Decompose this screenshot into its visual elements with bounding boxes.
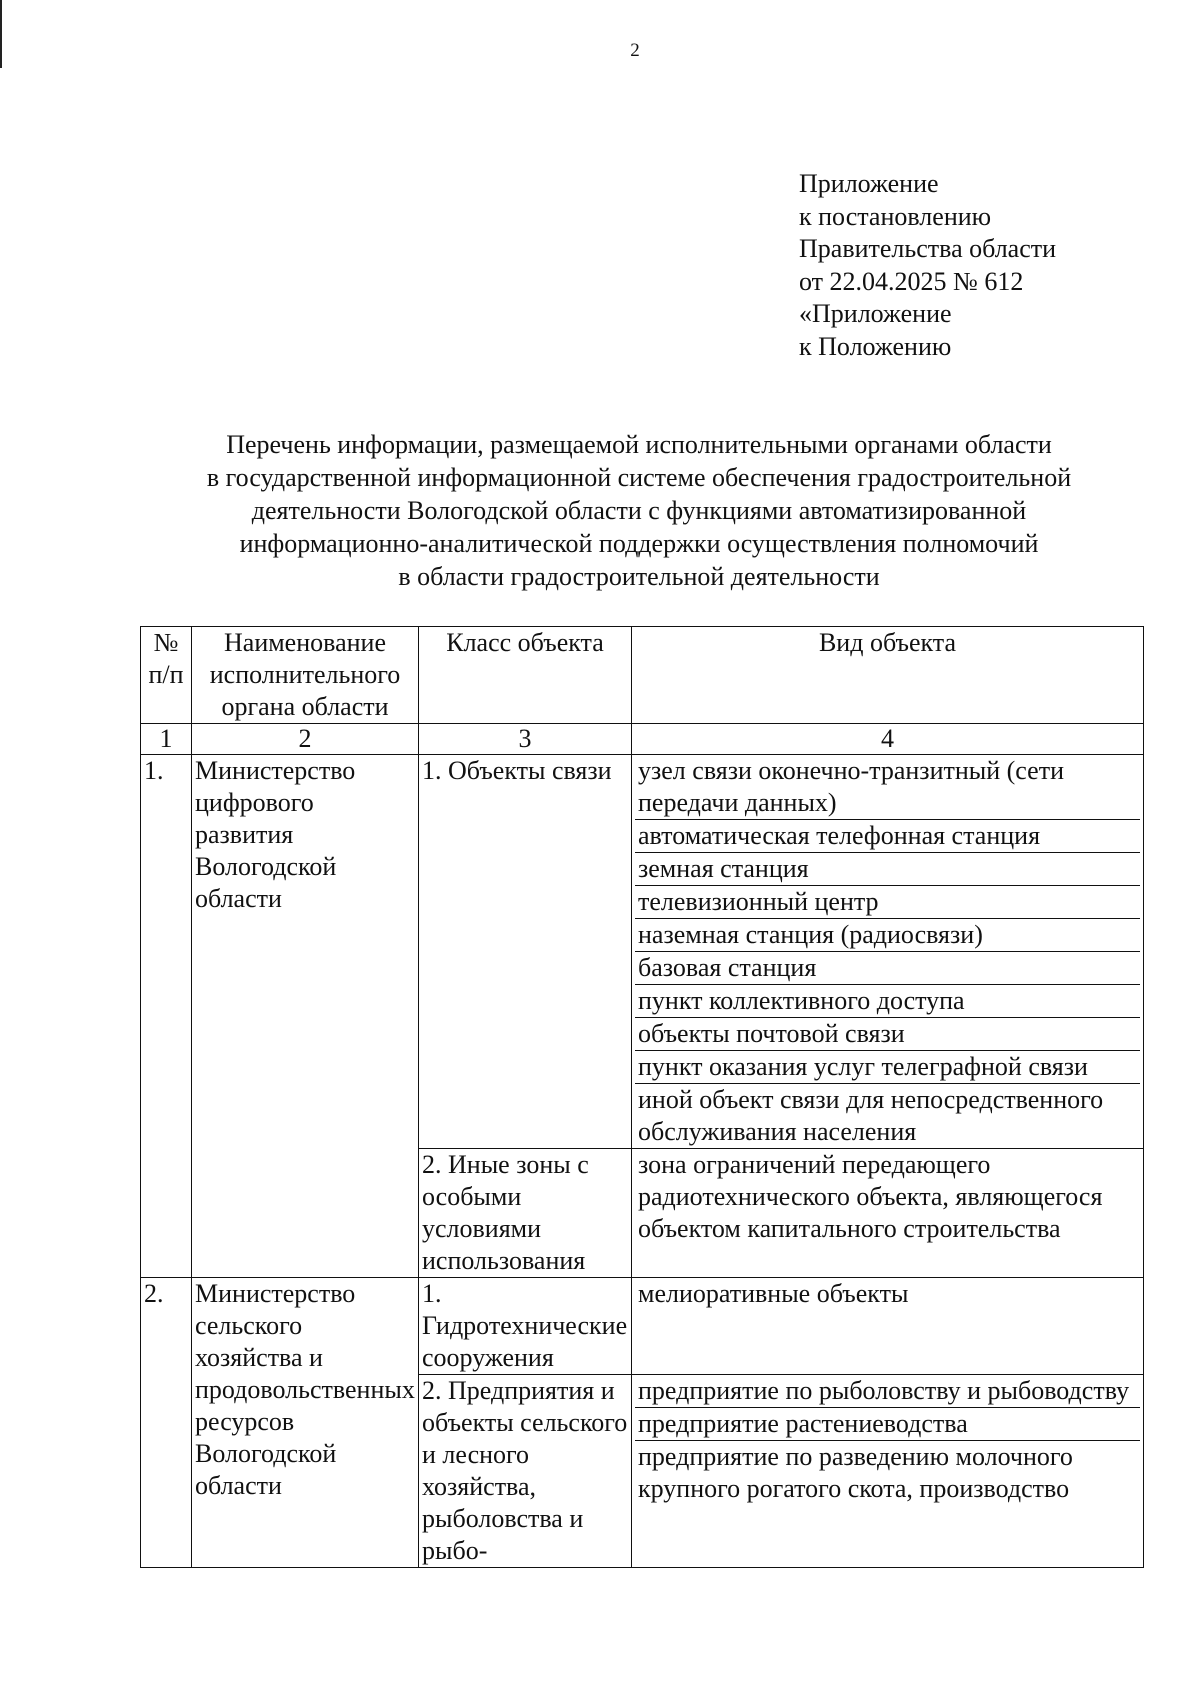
page-number: 2 <box>630 40 640 61</box>
title-line: информационно-аналитической поддержки осуществления полномочий <box>239 529 1039 558</box>
title-line: деятельности Вологодской области с функциями автоматизированной <box>251 496 1027 525</box>
appendix-line: «Приложение <box>799 299 952 328</box>
appendix-line: от 22.04.2025 № 612 <box>799 266 1024 296</box>
document-title <box>130 428 1148 593</box>
appendix-line: Приложение <box>799 169 939 198</box>
row-kinds <box>632 755 1144 1149</box>
kind-item: предприятие растениеводства <box>635 1408 1140 1441</box>
row-kinds <box>632 1278 1144 1375</box>
kind-item: пункт оказания услуг телеграфной связи <box>635 1051 1140 1084</box>
row-class: 2. Иные зоны с особыми условиями использования <box>419 1149 632 1278</box>
title-line: Перечень информации, размещаемой исполнительными органами области <box>226 430 1052 459</box>
header-kind: Вид объекта <box>632 627 1144 724</box>
header-class: Класс объекта <box>419 627 632 724</box>
row-num: 1. <box>141 755 192 1278</box>
row-organ: Министерство цифрового развития Вологодской области <box>192 755 419 1278</box>
kind-item: зона ограничений передающего радиотехнического объекта, являющегося объектом капитального строительства <box>638 1150 1103 1243</box>
kind-item: иной объект связи для непосредственного обслуживания населения <box>638 1085 1104 1146</box>
table-row <box>141 1278 1144 1375</box>
column-number: 1 <box>141 724 192 755</box>
appendix-block <box>799 168 1056 363</box>
kind-item: телевизионный центр <box>635 886 1140 919</box>
row-kinds <box>632 1149 1144 1278</box>
kind-item: предприятие по рыболовству и рыбоводству <box>635 1375 1140 1408</box>
column-number: 3 <box>419 724 632 755</box>
title-line: в области градостроительной деятельности <box>398 562 880 591</box>
appendix-line: к Положению <box>799 331 952 361</box>
kind-item: пункт коллективного доступа <box>635 985 1140 1018</box>
kind-item: базовая станция <box>635 952 1140 985</box>
column-number: 4 <box>632 724 1144 755</box>
row-class: 2. Предприятия и объекты сельского и лесного хозяйства, рыболовства и рыбо- <box>419 1375 632 1568</box>
row-class: 1. Объекты связи <box>419 755 632 1149</box>
kind-item: мелиоративные объекты <box>638 1279 909 1308</box>
kind-item: узел связи оконечно-транзитный (сети передачи данных) <box>635 755 1140 820</box>
row-num: 2. <box>141 1278 192 1568</box>
header-num: № п/п <box>141 627 192 724</box>
appendix-line: к постановлению <box>799 201 992 231</box>
row-class: 1. Гидротехнические сооружения <box>419 1278 632 1375</box>
table-row <box>141 755 1144 1149</box>
kind-item: земная станция <box>635 853 1140 886</box>
header-organ: Наименование исполнительного органа области <box>192 627 419 724</box>
kind-item: объекты почтовой связи <box>635 1018 1140 1051</box>
information-table <box>140 626 1144 1568</box>
appendix-line: Правительства области <box>799 234 1057 263</box>
row-kinds <box>632 1375 1144 1568</box>
column-number: 2 <box>192 724 419 755</box>
kind-item: наземная станция (радиосвязи) <box>635 919 1140 952</box>
row-organ: Министерство сельского хозяйства и продовольственных ресурсов Вологодской области <box>192 1278 419 1568</box>
kind-item: предприятие по разведению молочного крупного рогатого скота, производство <box>638 1442 1073 1503</box>
kind-item: автоматическая телефонная станция <box>635 820 1140 853</box>
column-number-row <box>141 724 1144 755</box>
table-header-row <box>141 627 1144 724</box>
title-line: в государственной информационной системе обеспечения градостроительной <box>206 463 1072 492</box>
